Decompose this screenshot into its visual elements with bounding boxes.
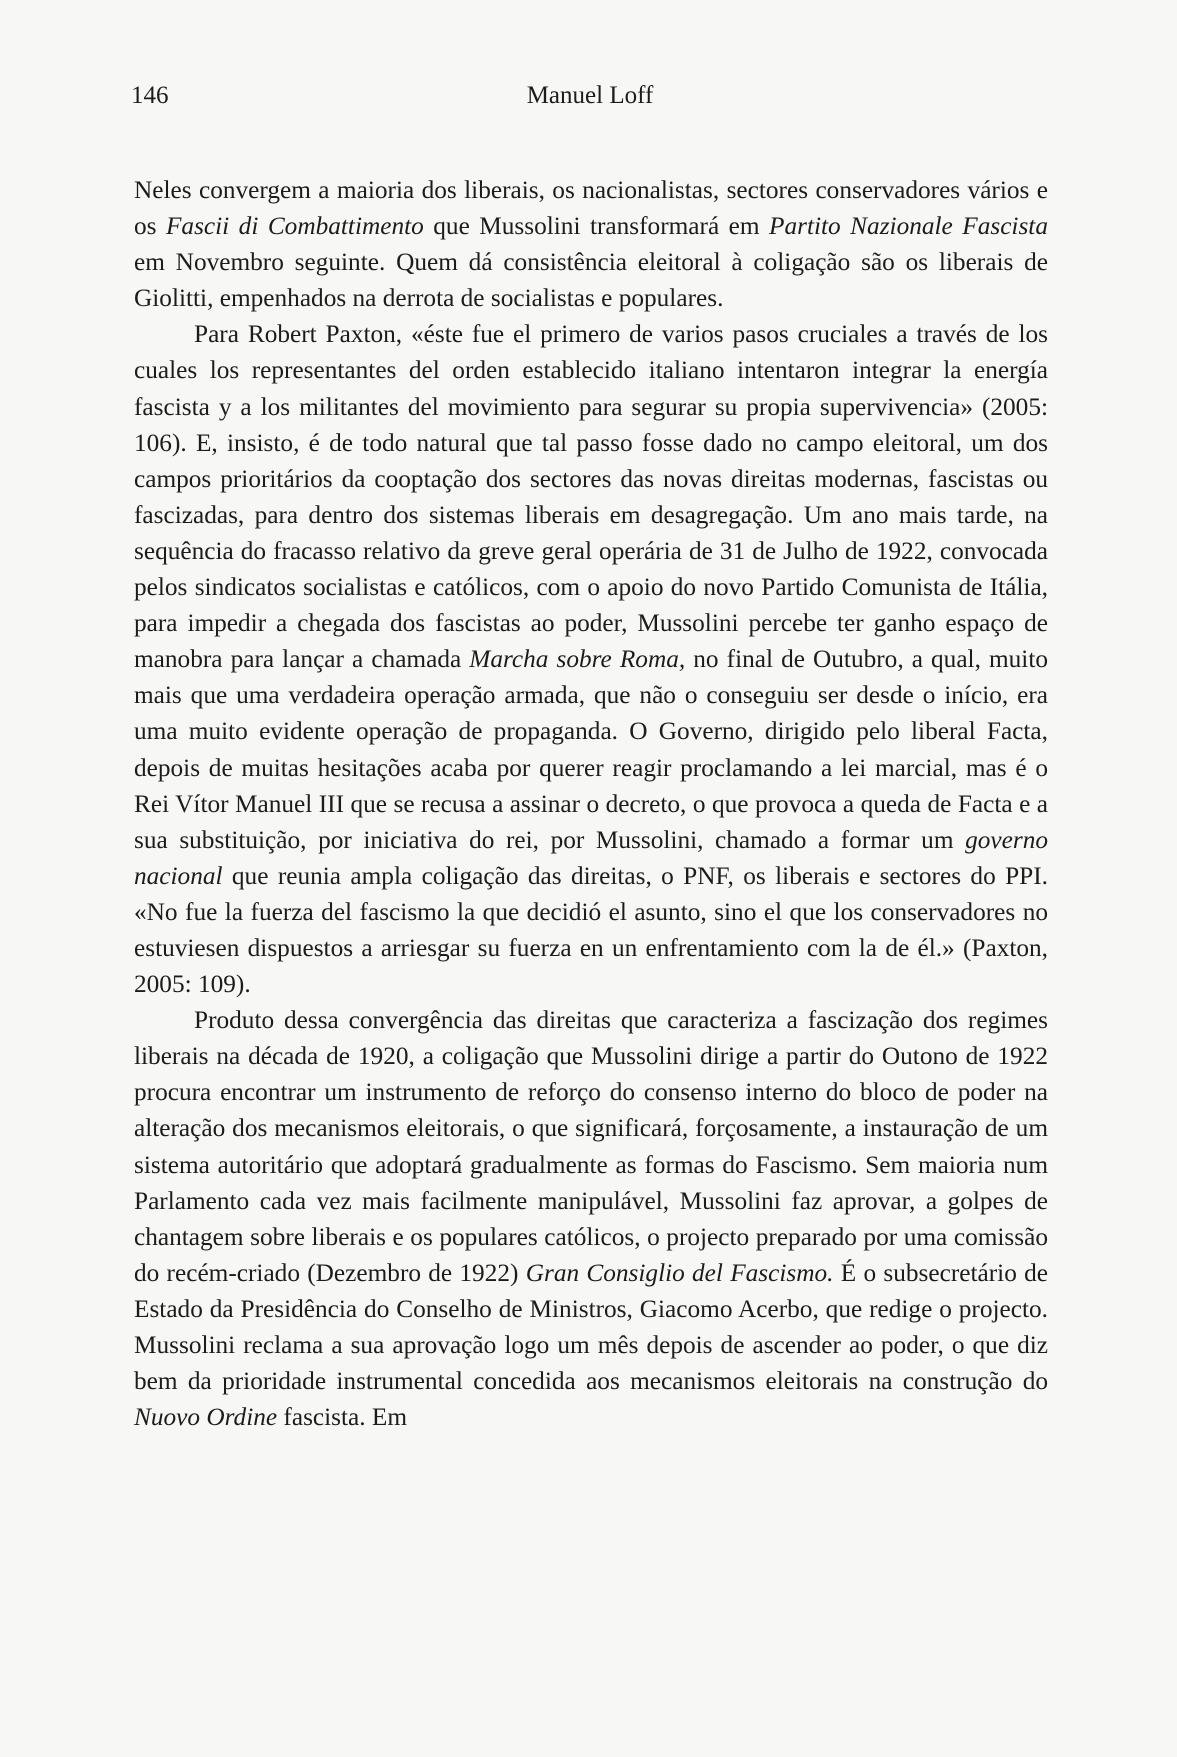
page-number: 146 xyxy=(131,82,169,109)
page-header xyxy=(131,78,1049,114)
italic-term: governo nacional xyxy=(134,825,1048,890)
paragraph xyxy=(134,1002,1048,1435)
italic-term: Partito Nazionale Fascista xyxy=(769,212,1048,241)
text-run: fascista. Em xyxy=(277,1403,408,1432)
text-run: que reunia ampla coligação das direitas, o PNF, os liberais e sectores do PPI. «No fue la fuerza del fascismo la que decidió el asunto, sino el que los conservadores no estuviesen dispuestos a arriesgar su fuerza en un enfrentamiento com la de él.» (Paxton, 2005: 109). xyxy=(134,861,1048,999)
italic-term: Gran Consiglio del Fascismo. xyxy=(525,1258,834,1287)
paragraph xyxy=(134,172,1048,316)
text-run: em Novembro seguinte. Quem dá consistência eleitoral à coligação são os liberais de Giolitti, empenhados na derrota de socialistas e populares. xyxy=(134,248,1048,313)
text-run: Para Robert Paxton, «éste fue el primero de varios pasos cruciales a través de los cuales los representantes del orden establecido italiano intentaron integrar la energía fascista y a los militantes del movimiento para segurar su propia supervivencia» (2005: 106). E, insisto, é de todo natural que tal passo fosse dado no campo eleitoral, um dos campos prioritários da cooptação dos sectores das novas direitas modernas, fascistas ou fascizadas, para dentro dos sistemas liberais em desagregação. Um ano mais tarde, na sequência do fracasso relativo da greve geral operária de 31 de Julho de 1922, convocada pelos sindicatos socialistas e católicos, com o apoio do novo Partido Comunista de Itália, para impedir a chegada dos fascistas ao poder, Mussolini percebe ter ganho espaço de manobra para lançar a chamada xyxy=(134,320,1048,674)
text-run: no final de Outubro, a qual, muito mais que uma verdadeira operação armada, que não o conseguiu ser desde o início, era uma muito evidente operação de propaganda. O Governo, dirigido pelo liberal Facta, depois de muitas hesitações acaba por querer reagir proclamando a lei marcial, mas é o Rei Vítor Manuel III que se recusa a assinar o decreto, o que provoca a queda de Facta e a sua substituição, por iniciativa do rei, por Mussolini, chamado a formar um xyxy=(134,645,1048,854)
running-head-author: Manuel Loff xyxy=(526,82,654,109)
italic-term: Nuovo Ordine xyxy=(134,1403,278,1432)
text-run: Neles convergem a maioria dos liberais, os nacionalistas, sectores conservadores vários e os xyxy=(134,176,1048,241)
italic-term: Marcha sobre Roma, xyxy=(469,645,686,674)
text-run: Produto dessa convergência das direitas que caracteriza a fascização dos regimes liberais na década de 1920, a coligação que Mussolini dirige a partir do Outono de 1922 procura encontrar um instrumento de reforço do consenso interno do bloco de poder na alteração dos mecanismos eleitorais, o que significará, forçosamente, a instauração de um sistema autoritário que adoptará gradualmente as formas do Fascismo. Sem maioria num Parlamento cada vez mais facilmente manipulável, Mussolini faz aprovar, a golpes de chantagem sobre liberais e os populares católicos, o projecto preparado por uma comissão do recém-criado (Dezembro de 1922) xyxy=(134,1006,1048,1287)
italic-term: Fascii di Combattimento xyxy=(165,212,424,241)
paragraph xyxy=(134,316,1048,1002)
text-run: que Mussolini transformará em xyxy=(423,212,770,241)
body-text xyxy=(134,172,1048,1435)
text-run: É o subsecretário de Estado da Presidência do Conselho de Ministros, Giacomo Acerbo, que redige o projecto. Mussolini reclama a sua aprovação logo um mês depois de ascender ao poder, o que diz bem da prioridade instrumental concedida aos mecanismos eleitorais na construção do xyxy=(134,1258,1048,1396)
